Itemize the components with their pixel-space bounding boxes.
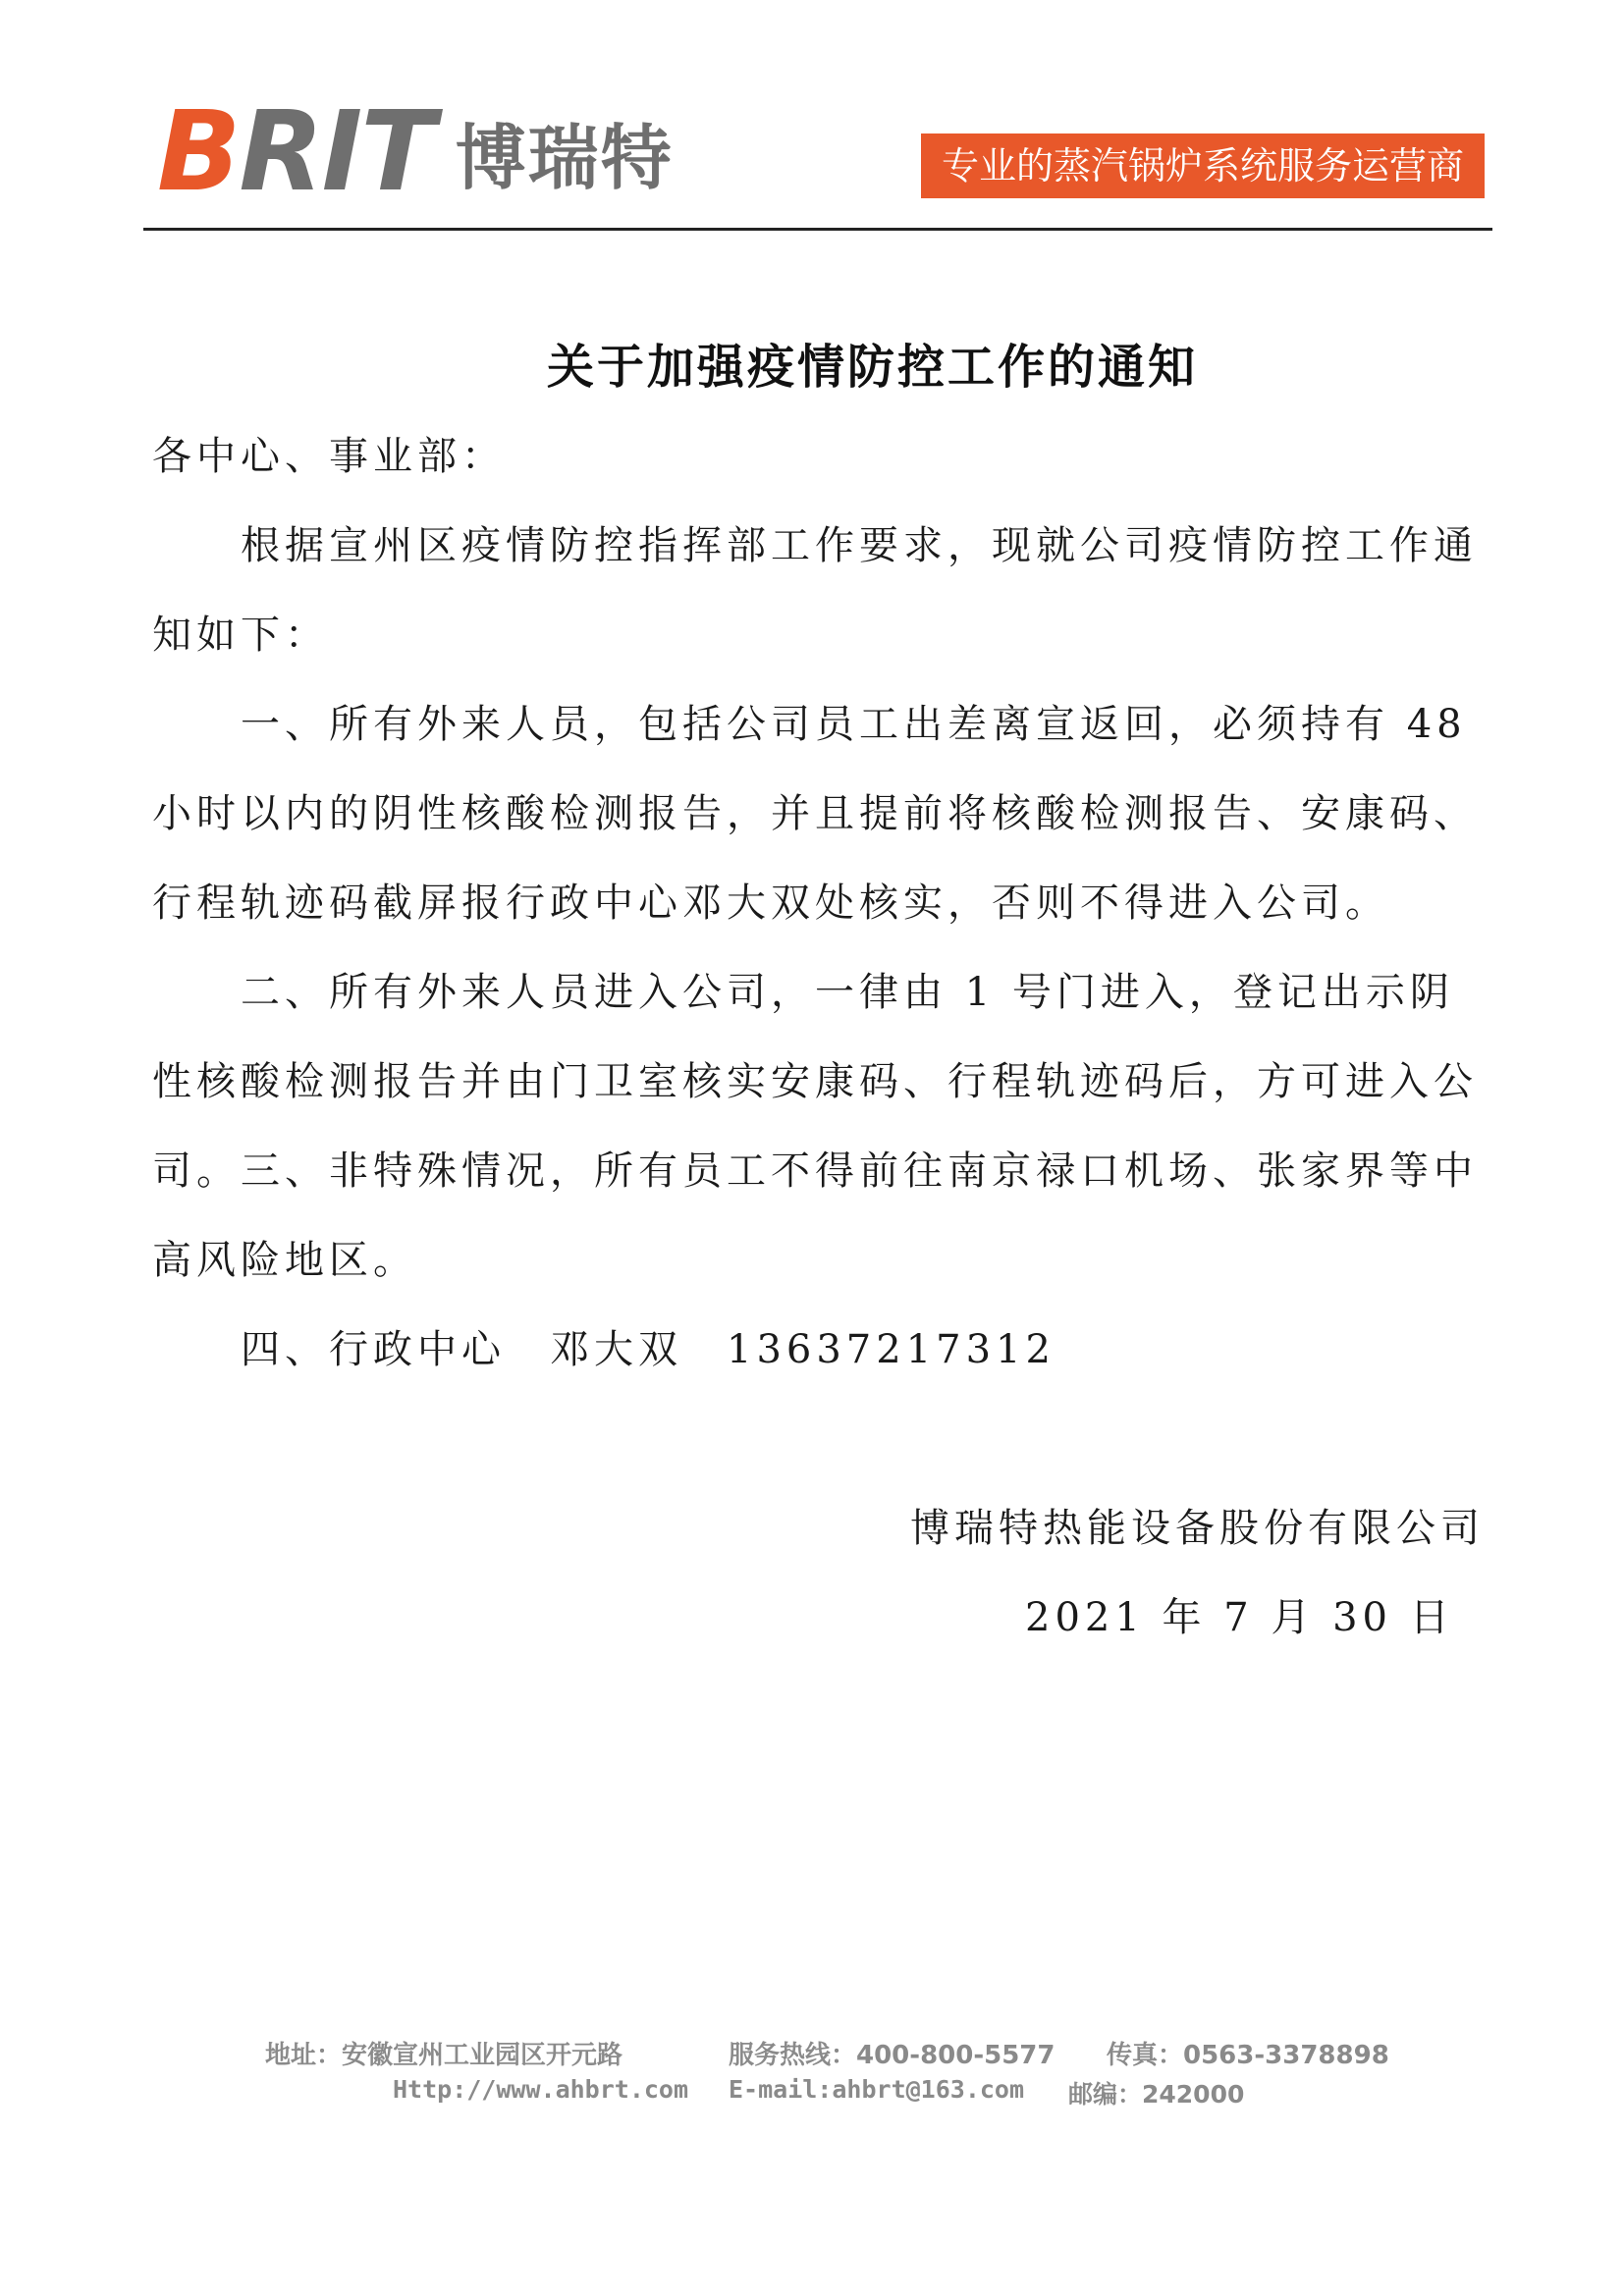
paragraph-item-1: 一、所有外来人员，包括公司员工出差离宣返回，必须持有 48 小时以内的阴性核酸检测报告，并且提前将核酸检测报告、安康码、行程轨迹码截屏报行政中心邓大双处核实，否则不得进入公司。 (152, 702, 1478, 926)
signature-date: 2021 年 7 月 30 日 (1025, 1595, 1454, 1640)
logo-mark (157, 88, 434, 216)
footer-address: 地址：安徽宣州工业园区开元路 (265, 2041, 623, 2070)
paragraph-item-2: 二、所有外来人员进入公司，一律由 1 号门进入，登记出示阴性核酸检测报告并由门卫室核实安康码、行程轨迹码后，方可进入公司。 (152, 970, 1478, 1194)
logo-letters-rit: RIT (239, 88, 434, 216)
logo-letter-b: B (157, 88, 240, 216)
header-divider (143, 228, 1492, 231)
salutation: 各中心、事业部： (152, 434, 506, 479)
footer-email: E-mail:ahbrt@163.com (729, 2075, 1025, 2104)
document-title-wrapper (0, 329, 1624, 397)
signature-company: 博瑞特热能设备股份有限公司 (910, 1506, 1485, 1551)
paragraph-intro: 根据宣州区疫情防控指挥部工作要求，现就公司疫情防控工作通知如下： (152, 523, 1478, 658)
footer-hotline: 服务热线：400-800-5577 (729, 2041, 1056, 2070)
slogan-banner: 专业的蒸汽锅炉系统服务运营商 (921, 133, 1485, 198)
footer-website: Http://www.ahbrt.com (393, 2075, 689, 2104)
document-title: 关于加强疫情防控工作的通知 (546, 340, 1198, 395)
footer-zip: 邮编：242000 (1068, 2080, 1245, 2109)
footer-fax: 传真：0563-3378898 (1107, 2041, 1389, 2070)
logo-chinese-name: 博瑞特 (455, 117, 674, 199)
company-logo (157, 88, 674, 216)
paragraph-item-4-contact: 四、行政中心 邓大双 13637217312 (241, 1327, 1056, 1372)
paragraph-item-3: 三、非特殊情况，所有员工不得前往南京禄口机场、张家界等中高风险地区。 (152, 1148, 1478, 1283)
